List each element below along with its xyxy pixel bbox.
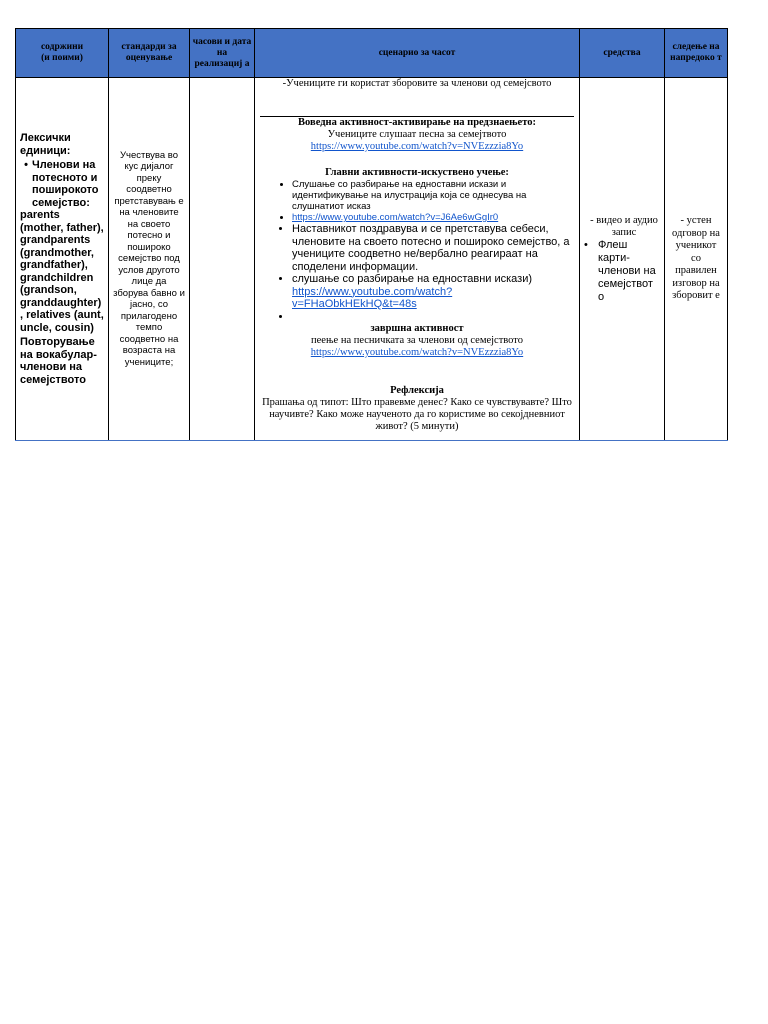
body-row	[16, 78, 728, 441]
header-hours: часови и дата на реализациј а	[190, 29, 255, 78]
main-activity-text: Слушање со разбирање на едноставни искази и идентификување на илустрација која се однесува на слушнатиот исказ	[292, 179, 527, 212]
intro-title: Воведна активност-активирање на предзнаењето:	[298, 117, 536, 128]
standards-text: Учествува во кус дијалог преку соодветно претставувањ е на членовите на своето потесно и пошироко семејство под услов другото лице да зборува бавно и јасно, со прилагодено темпо соодветно на возраста на учениците;	[113, 149, 185, 368]
main-activity-text: Наставникот поздравува и се претставува себеси, членовите на своето потесно и пошироко семејство, а учениците соодветно не/вербално реагираат на споделени информации.	[292, 223, 570, 273]
final-title: завршна активност	[370, 323, 464, 334]
means-cell	[580, 78, 665, 441]
header-row	[16, 29, 728, 78]
header-means: средства	[580, 29, 665, 78]
final-text: пеење на песничката за членови од семејството	[311, 335, 523, 346]
means-line: - видео и аудио запис	[590, 214, 658, 238]
header-standards: стандарди за оценување	[109, 29, 190, 78]
hours-cell	[190, 78, 255, 441]
progress-text: - устен одговор на ученикот со правилен изговор на зборовит е	[672, 215, 720, 302]
lesson-plan-table	[15, 28, 728, 441]
reflection-text: Прашања од типот: Што правевме денес? Како се чувствувавте? Што научивте? Како може наученото да го користиме во секојдневниот живот? (5 минути)	[262, 397, 572, 432]
content-after: Повторување на вокабулар-членови на семејството	[20, 336, 97, 386]
main-activity-item	[292, 212, 574, 223]
content-bullet-text: Членови на потесното и поширокото семејство:	[32, 159, 99, 209]
bullet-icon: •	[584, 238, 588, 251]
content-bullet	[20, 159, 104, 209]
main-activity-link[interactable]: https://www.youtube.com/watch?v=J6Ae6wGgIr0	[292, 212, 499, 223]
content-lead: Лексички единици:	[20, 132, 71, 157]
main-activity-link[interactable]: https://www.youtube.com/watch?v=FHaObkHEkHQ&t=48s	[292, 285, 453, 310]
scenario-cell	[255, 78, 580, 441]
main-activity-item	[292, 273, 574, 311]
final-link[interactable]: https://www.youtube.com/watch?v=NVEzzzia8Yo	[310, 347, 524, 358]
reflection-title: Рефлексија	[390, 385, 444, 396]
main-title: Главни активности-искуствено учење:	[325, 167, 509, 178]
content-vocab: parents (mother, father), grandparents (grandmother, grandfather), grandchildren (grandson, granddaughter) , relatives (aunt, uncle, cousin)	[20, 209, 104, 334]
content-cell	[16, 78, 109, 441]
means-bullet-text: Флеш карти- членови на семејствот о	[598, 238, 656, 303]
main-activity-text: слушање со разбирање на едноставни искази)	[292, 273, 533, 285]
scenario-top-line: -Учениците ги користат зборовите за членови од семејсвото	[282, 78, 552, 89]
progress-cell	[665, 78, 728, 441]
header-progress: следење на напредоко т	[665, 29, 728, 78]
main-activities-list	[260, 179, 574, 323]
header-scenario: сценарио за часот	[255, 29, 580, 78]
bullet-icon: •	[24, 159, 28, 171]
main-activity-item	[292, 223, 574, 273]
standards-cell	[109, 78, 190, 441]
intro-text: Учениците слушаат песна за семејтвото	[327, 129, 507, 140]
means-bullet	[584, 239, 660, 304]
main-activity-item	[292, 311, 574, 324]
main-activity-item	[292, 179, 574, 212]
header-content-label: содржини (и поими)	[40, 42, 84, 63]
header-content	[16, 29, 109, 78]
intro-link[interactable]: https://www.youtube.com/watch?v=NVEzzzia8Yo	[310, 141, 524, 152]
